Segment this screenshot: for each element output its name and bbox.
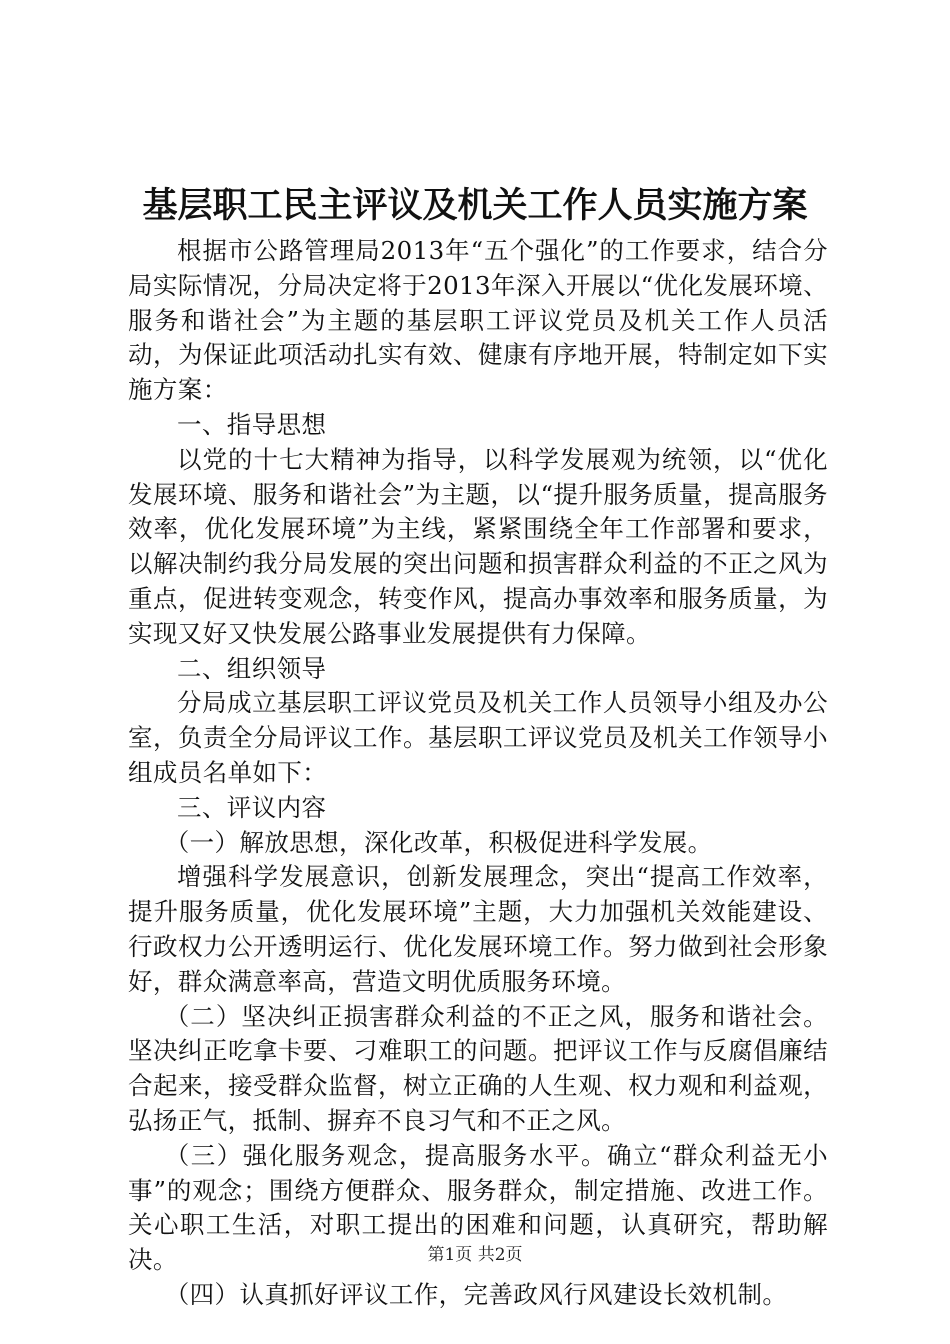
- paragraph-organization: 分局成立基层职工评议党员及机关工作人员领导小组及办公室，负责全分局评议工作。基层职工评议党员及机关工作领导小组成员名单如下：: [128, 688, 828, 787]
- paragraph-item-2: （二）坚决纠正损害群众利益的不正之风，服务和谐社会。坚决纠正吃拿卡要、刁难职工的问题。把评议工作与反腐倡廉结合起来，接受群众监督，树立正确的人生观、权力观和利益观，弘扬正气，抵制、摒弃不良习气和不正之风。: [128, 1001, 828, 1135]
- paragraph-item-1: 增强科学发展意识，创新发展理念，突出“提高工作效率，提升服务质量，优化发展环境”主题，大力加强机关效能建设、行政权力公开透明运行、优化发展环境工作。努力做到社会形象好，群众满意率高，营造文明优质服务环境。: [128, 862, 828, 996]
- section-heading-guiding-thought: 一、指导思想: [177, 409, 327, 439]
- page-number-footer: 第1页 共2页: [427, 1245, 523, 1265]
- paragraph-item-3: （三）强化服务观念，提高服务水平。确立“群众利益无小事”的观念；围绕方便群众、服务群众，制定措施、改进工作。关心职工生活，对职工提出的困难和问题，认真研究，帮助解决。: [128, 1140, 828, 1275]
- paragraph-intro: 根据市公路管理局2013年“五个强化”的工作要求，结合分局实际情况，分局决定将于2013年深入开展以“优化发展环境、服务和谐社会”为主题的基层职工评议党员及机关工作人员活动，为保证此项活动扎实有效、健康有序地开展，特制定如下实施方案：: [128, 236, 828, 405]
- section-heading-organization: 二、组织领导: [177, 653, 327, 683]
- subheading-item-1: （一）解放思想，深化改革，积极促进科学发展。: [164, 827, 713, 857]
- document-title: 基层职工民主评议及机关工作人员实施方案: [142, 185, 808, 226]
- document-body: [128, 234, 828, 1313]
- paragraph-guiding-thought: 以党的十七大精神为指导，以科学发展观为统领，以“优化发展环境、服务和谐社会”为主题，以“提升服务质量，提高服务效率，优化发展环境”为主线，紧紧围绕全年工作部署和要求，以解决制约我分局发展的突出问题和损害群众利益的不正之风为重点，促进转变观念，转变作风，提高办事效率和服务质量，为实现又好又快发展公路事业发展提供有力保障。: [128, 444, 828, 648]
- section-heading-evaluation-content: 三、评议内容: [177, 792, 327, 822]
- subheading-item-4: （四）认真抓好评议工作，完善政风行风建设长效机制。: [164, 1279, 788, 1309]
